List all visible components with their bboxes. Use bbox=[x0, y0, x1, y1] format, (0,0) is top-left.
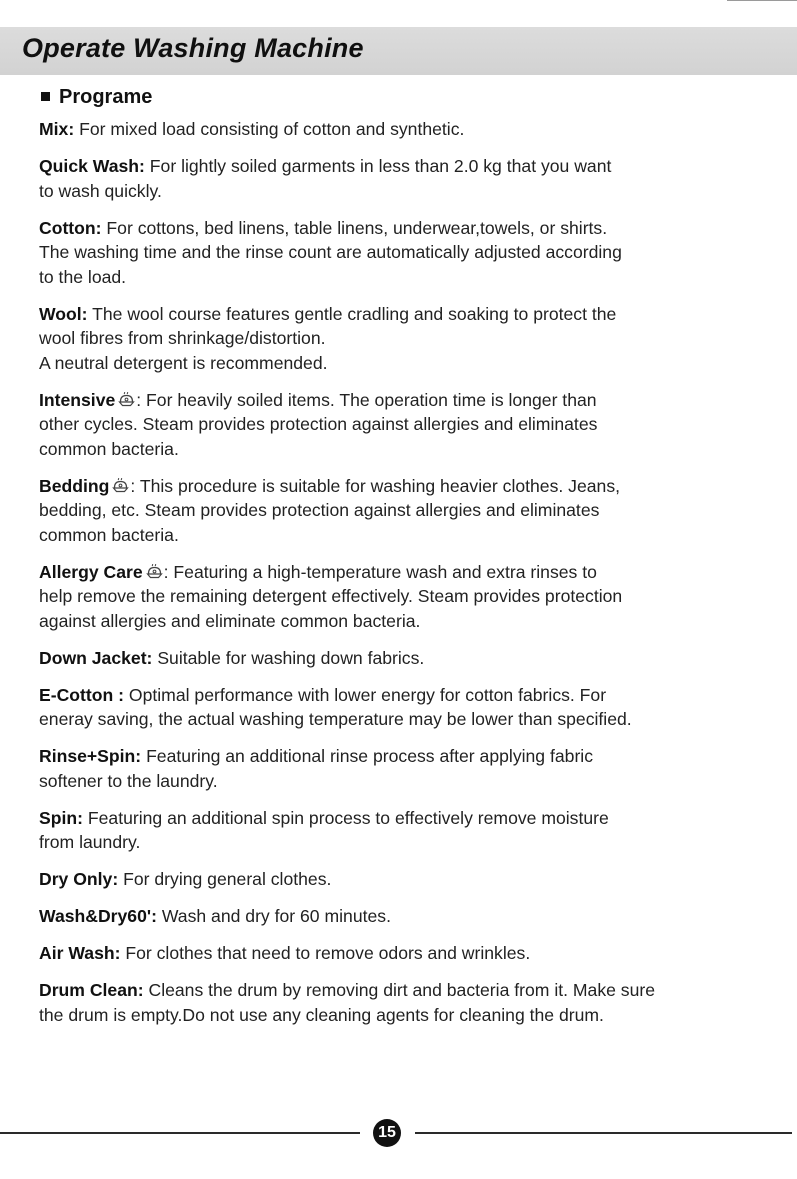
program-entry bbox=[39, 474, 769, 548]
program-term: Rinse+Spin: bbox=[39, 746, 142, 766]
program-entry bbox=[39, 941, 769, 966]
program-description-line: from laundry. bbox=[39, 832, 141, 852]
program-description-line: to wash quickly. bbox=[39, 180, 162, 201]
program-description-line: Optimal performance with lower energy for cotton fabrics. For bbox=[128, 684, 607, 705]
program-entry bbox=[39, 560, 769, 634]
section-heading bbox=[41, 86, 769, 109]
steam-icon bbox=[118, 389, 135, 404]
program-description-line: Wash and dry for 60 minutes. bbox=[161, 906, 391, 926]
program-term: Wool: bbox=[39, 303, 88, 324]
program-term: Intensive bbox=[39, 389, 116, 410]
program-term: Drum Clean: bbox=[39, 980, 144, 1000]
program-entry bbox=[39, 388, 769, 462]
program-term: Cotton: bbox=[39, 217, 102, 238]
footer-rule-left bbox=[0, 1132, 360, 1134]
program-term: Dry Only: bbox=[39, 869, 119, 889]
program-description-line: common bacteria. bbox=[39, 524, 179, 545]
program-entry bbox=[39, 302, 769, 376]
program-description-line: For lightly soiled garments in less than 2.0 kg that you want bbox=[149, 156, 612, 176]
square-bullet-icon bbox=[41, 92, 50, 101]
program-term: E-Cotton : bbox=[39, 684, 125, 705]
top-rule bbox=[727, 0, 797, 1]
program-description-line: common bacteria. bbox=[39, 438, 179, 459]
program-description-line: Featuring an additional spin process to effectively remove moisture bbox=[87, 807, 609, 828]
program-description-line: For mixed load consisting of cotton and synthetic. bbox=[79, 119, 465, 139]
program-entry bbox=[39, 867, 769, 892]
program-entry bbox=[39, 744, 769, 793]
steam-icon bbox=[146, 561, 163, 576]
program-term: Quick Wash: bbox=[39, 156, 145, 176]
program-term: Wash&Dry60': bbox=[39, 906, 157, 926]
program-term: Spin: bbox=[39, 807, 83, 828]
program-description-line: Featuring an additional rinse process after applying fabric bbox=[146, 746, 594, 766]
footer-rule-right bbox=[415, 1132, 792, 1134]
program-description-line: : Featuring a high-temperature wash and extra rinses to bbox=[163, 561, 597, 582]
program-description-line: For clothes that need to remove odors and wrinkles. bbox=[125, 943, 531, 963]
program-entry bbox=[39, 904, 769, 929]
program-description-line: : For heavily soiled items. The operation time is longer than bbox=[136, 389, 597, 410]
program-list bbox=[39, 117, 769, 1027]
program-description-line: The washing time and the rinse count are automatically adjusted according bbox=[39, 242, 622, 262]
steam-icon bbox=[112, 475, 129, 490]
program-entry bbox=[39, 154, 769, 203]
program-description-line: For drying general clothes. bbox=[123, 869, 332, 889]
program-description-line: A neutral detergent is recommended. bbox=[39, 352, 328, 373]
program-description-line: eneray saving, the actual washing temperature may be lower than specified. bbox=[39, 709, 632, 729]
program-description-line: Cleans the drum by removing dirt and bacteria from it. Make sure bbox=[148, 980, 656, 1000]
program-entry bbox=[39, 683, 769, 732]
program-term: Air Wash: bbox=[39, 943, 121, 963]
page-title: Operate Washing Machine bbox=[22, 33, 364, 63]
program-description-line: other cycles. Steam provides protection against allergies and eliminates bbox=[39, 414, 598, 434]
program-term: Bedding bbox=[39, 475, 110, 496]
program-entry bbox=[39, 216, 769, 290]
program-description-line: help remove the remaining detergent effectively. Steam provides protection bbox=[39, 586, 623, 606]
program-description-line: The wool course features gentle cradling and soaking to protect the bbox=[92, 303, 617, 324]
program-entry bbox=[39, 806, 769, 855]
program-term: Down Jacket: bbox=[39, 647, 153, 668]
program-description-line: wool fibres from shrinkage/distortion. bbox=[39, 328, 326, 348]
program-description-line: bedding, etc. Steam provides protection against allergies and eliminates bbox=[39, 500, 600, 520]
program-description-line: to the load. bbox=[39, 266, 127, 287]
content bbox=[39, 86, 769, 1040]
program-description-line: against allergies and eliminate common bacteria. bbox=[39, 610, 421, 631]
program-description-line: softener to the laundry. bbox=[39, 770, 218, 791]
program-term: Allergy Care bbox=[39, 561, 143, 582]
program-description-line: For cottons, bed linens, table linens, underwear,towels, or shirts. bbox=[106, 217, 608, 238]
program-description-line: the drum is empty.Do not use any cleaning agents for cleaning the drum. bbox=[39, 1004, 604, 1025]
section-title: Programe bbox=[59, 86, 153, 108]
program-term: Mix: bbox=[39, 119, 75, 139]
page-number: 15 bbox=[373, 1119, 401, 1147]
program-entry bbox=[39, 978, 769, 1027]
program-description-line: Suitable for washing down fabrics. bbox=[157, 647, 425, 668]
program-entry bbox=[39, 646, 769, 671]
program-description-line: : This procedure is suitable for washing heavier clothes. Jeans, bbox=[130, 475, 621, 496]
program-entry bbox=[39, 117, 769, 142]
